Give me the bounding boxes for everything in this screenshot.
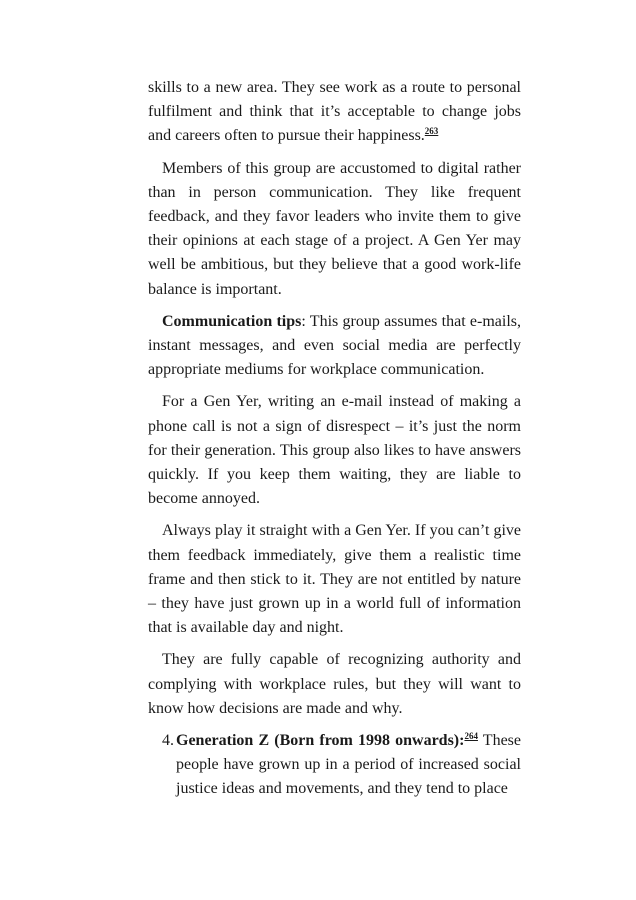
paragraph-text: They are fully capable of recognizing authority and complying with workplace rules, but they will want to know how decisions are made and why. — [148, 651, 521, 717]
paragraph — [148, 157, 521, 302]
list-text: These people have grown up in a period of increased social justice ideas and movements, and they tend to place — [176, 732, 521, 798]
footnote-link[interactable]: 264 — [464, 731, 478, 742]
paragraph-text: Always play it straight with a Gen Yer. If you can’t give them feedback immediately, give them a realistic time frame and then stick to it. They are not entitled by nature – they have just grown up in a world full of information that is available day and night. — [148, 522, 521, 637]
paragraph — [148, 310, 521, 383]
list-number: 4. — [162, 732, 174, 750]
communication-tips-label: Communication tips — [162, 312, 302, 330]
document-page — [148, 76, 521, 802]
paragraph — [148, 648, 521, 721]
paragraph — [148, 519, 521, 640]
paragraph-text: : This group assumes that e-mails, instant messages, and even social media are perfectly appropriate mediums for workplace communication. — [148, 312, 522, 379]
list-heading: Generation Z (Born from 1998 onwards): — [176, 732, 465, 750]
list-item-generation-z — [148, 729, 521, 802]
paragraph-text: skills to a new area. They see work as a route to personal fulfilment and think that it’s acceptable to change jobs and careers often to pursue their happiness. — [148, 79, 521, 145]
footnote-link[interactable]: 263 — [424, 126, 439, 137]
paragraph — [148, 390, 521, 511]
paragraph — [148, 76, 521, 149]
paragraph-text: For a Gen Yer, writing an e-mail instead of making a phone call is not a sign of disrespect – it’s just the norm for their generation. This group also likes to have answers quickly. If you keep them waiting, they are liable to become annoyed. — [148, 393, 521, 508]
paragraph-text: Members of this group are accustomed to digital rather than in person communication. They like frequent feedback, and they favor leaders who invite them to give their opinions at each stage of a project. A Gen Yer may well be ambitious, but they believe that a good work-life balance is important. — [148, 159, 521, 298]
